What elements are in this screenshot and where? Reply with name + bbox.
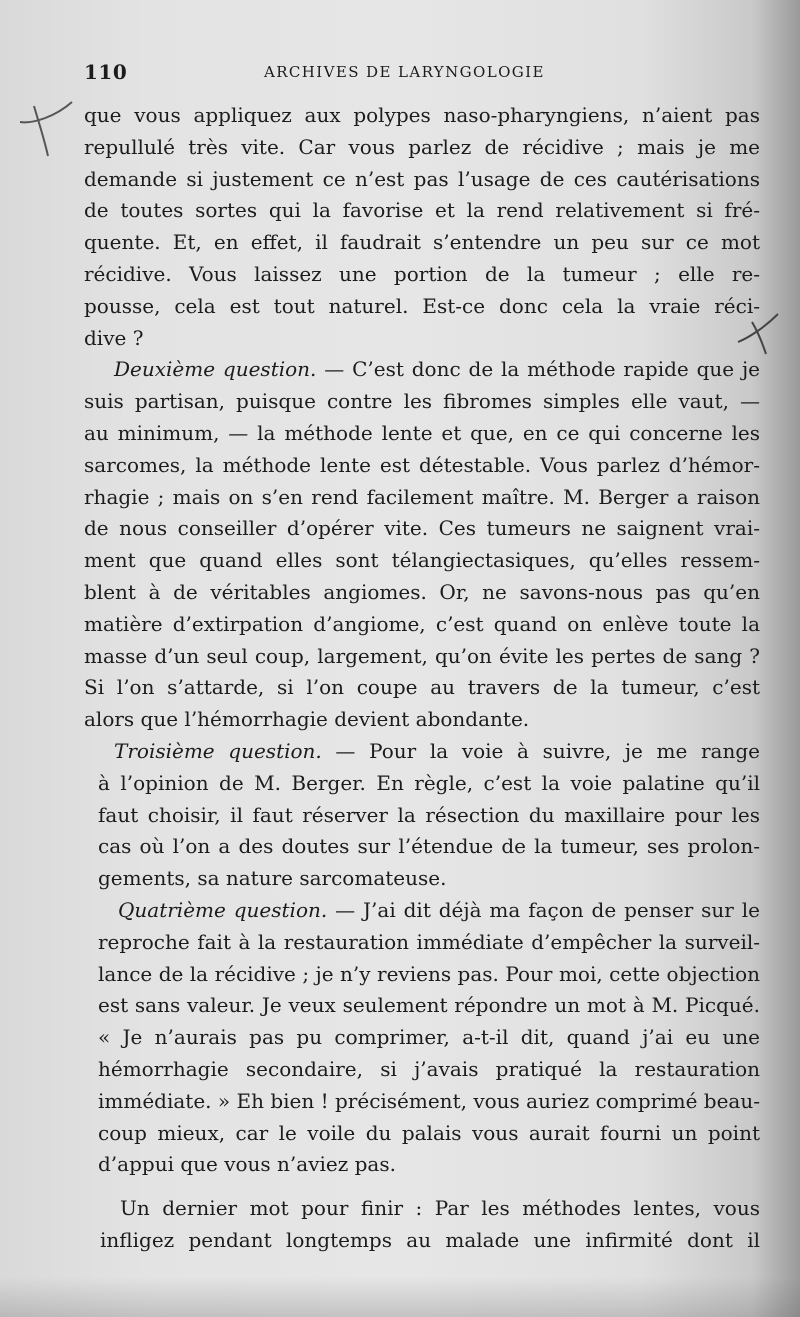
text-line: repullulé très vite. Car vous parlez de récidive ; mais je me xyxy=(84,134,760,159)
paragraph-lead: Deuxième question. xyxy=(114,357,317,382)
text-line: Si l’on s’attarde, si l’on coupe au travers de la tumeur, c’est xyxy=(84,675,760,700)
text-line: reproche fait à la restauration immédiate d’empêcher la surveil- xyxy=(98,929,760,954)
text-line: que vous appliquez aux polypes naso-pharyngiens, n’aient pas xyxy=(84,103,760,127)
text-line: immédiate. » Eh bien ! précisément, vous auriez comprimé beau- xyxy=(98,1088,760,1113)
text-line: d’appui que vous n’aviez pas. xyxy=(98,1152,396,1177)
text-line: sarcomes, la méthode lente est détestable. Vous parlez d’hémor- xyxy=(84,452,760,477)
page-header xyxy=(84,60,744,90)
text-line: demande si justement ce n’est pas l’usage de ces cautérisations xyxy=(84,166,760,191)
running-title: ARCHIVES DE LARYNGOLOGIE xyxy=(264,63,545,81)
text-line: « Je n’aurais pas pu comprimer, a-t-il dit, quand j’ai eu une xyxy=(98,1025,760,1050)
paragraph-lead-line: Deuxième question. — C’est donc de la méthode rapide que je xyxy=(114,357,760,382)
text-line: à l’opinion de M. Berger. En règle, c’est la voie palatine qu’il xyxy=(98,770,760,795)
paragraph-lead: Quatrième question. xyxy=(118,897,328,922)
text-line: gements, sa nature sarcomateuse. xyxy=(98,866,447,891)
text-line: coup mieux, car le voile du palais vous aurait fourni un point xyxy=(98,1120,760,1145)
paragraph-lead-line: Quatrième question. — J’ai dit déjà ma façon de penser sur le xyxy=(118,897,760,922)
page-number: 110 xyxy=(84,60,128,84)
text-line: infligez pendant longtemps au malade une infirmité dont il xyxy=(100,1227,760,1252)
text-line: alors que l’hémorrhagie devient abondante. xyxy=(84,707,530,732)
text-line: au minimum, — la méthode lente et que, en ce qui concerne les xyxy=(84,420,760,445)
text-line: est sans valeur. Je veux seulement répondre un mot à M. Picqué. xyxy=(98,993,760,1018)
text-line: lance de la récidive ; je n’y reviens pas. Pour moi, cette objection xyxy=(98,961,760,986)
text-line: cas où l’on a des doutes sur l’étendue de la tumeur, ses prolon- xyxy=(98,834,760,859)
text-line: hémorrhagie secondaire, si j’avais pratiqué la restauration xyxy=(98,1056,760,1081)
text-line: masse d’un seul coup, largement, qu’on évite les pertes de sang ? xyxy=(84,643,760,668)
text-line: rhagie ; mais on s’en rend facilement maître. M. Berger a raison xyxy=(84,484,760,509)
margin-cross-mark xyxy=(14,98,76,160)
text-line: pousse, cela est tout naturel. Est-ce donc cela la vraie réci- xyxy=(84,293,760,318)
text-line: faut choisir, il faut réserver la résection du maxillaire pour les xyxy=(98,802,760,827)
text-line: suis partisan, puisque contre les fibromes simples elle vaut, — xyxy=(84,389,760,414)
text-line: ment que quand elles sont télangiectasiques, qu’elles ressem- xyxy=(84,548,760,573)
paragraph-lead-line: Troisième question. — Pour la voie à suivre, je me range xyxy=(114,738,760,763)
text-line: Un dernier mot pour finir : Par les méthodes lentes, vous xyxy=(120,1196,760,1221)
text-line: de nous conseiller d’opérer vite. Ces tumeurs ne saignent vrai- xyxy=(84,516,760,541)
text-line: quente. Et, en effet, il faudrait s’entendre un peu sur ce mot xyxy=(84,230,760,255)
text-line: blent à de véritables angiomes. Or, ne savons-nous pas qu’en xyxy=(84,579,760,604)
text-line: de toutes sortes qui la favorise et la rend relativement si fré- xyxy=(84,198,760,223)
body-text xyxy=(84,100,760,1257)
text-line: matière d’extirpation d’angiome, c’est quand on enlève toute la xyxy=(84,611,760,636)
text-line: dive ? xyxy=(84,325,144,350)
paragraph-lead: Troisième question. xyxy=(114,738,322,763)
text-line: récidive. Vous laissez une portion de la tumeur ; elle re- xyxy=(84,261,760,286)
